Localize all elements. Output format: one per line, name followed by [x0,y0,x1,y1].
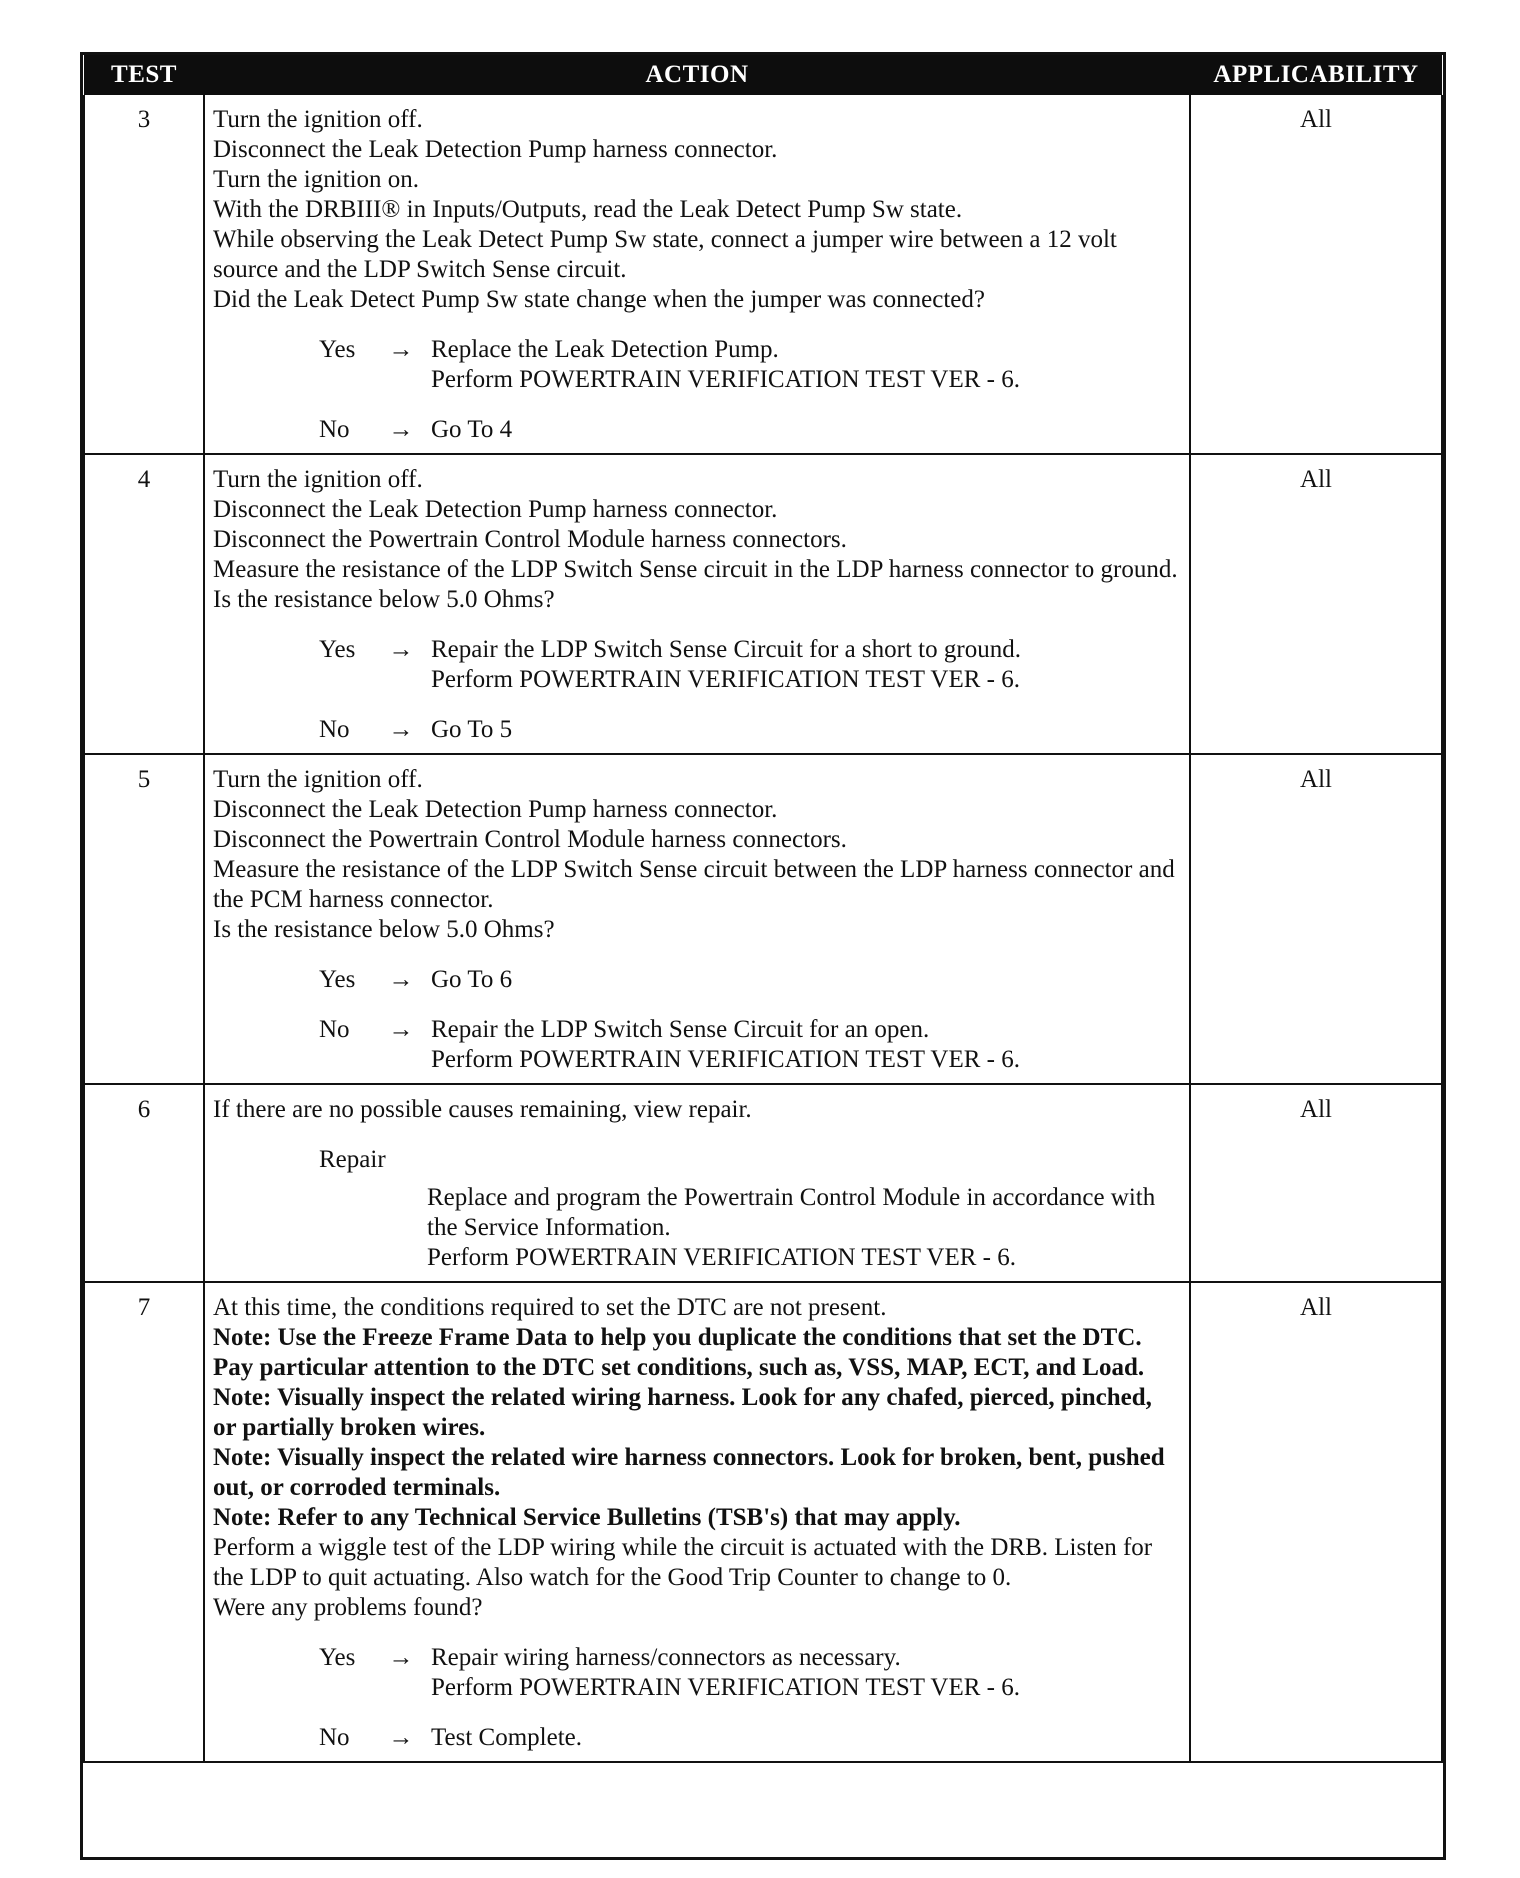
note-text: Note: Refer to any Technical Service Bulletins (TSB's) that may apply. [213,1504,961,1531]
step-text: Measure the resistance of the LDP Switch Sense circuit in the LDP harness connector to ground. [213,556,1178,583]
table-row [84,95,1442,454]
header-test: TEST [84,55,204,95]
step-text: While observing the Leak Detect Pump Sw state, connect a jumper wire between a 12 volt source and the LDP Switch Sense circuit. [213,226,1117,283]
applicability-value: All [1190,454,1442,754]
table-row [84,1282,1442,1762]
arrow-right-icon: → [388,1016,414,1043]
action-cell [204,754,1190,1084]
result-line: Perform POWERTRAIN VERIFICATION TEST VER - 6. [431,366,1021,393]
arrow-right-icon: → [388,416,414,443]
answer-label: Yes [319,636,356,663]
result-line: Perform POWERTRAIN VERIFICATION TEST VER - 6. [431,1046,1021,1073]
answer-label: Yes [319,1644,356,1671]
step-text: Were any problems found? [213,1594,483,1621]
test-number: 5 [84,754,204,1084]
note-text: Note: Use the Freeze Frame Data to help you duplicate the conditions that set the DTC. Pay particular attention to the DTC set conditions, such as, VSS, MAP, ECT, and Load. [213,1324,1145,1381]
answer-label: Yes [319,966,356,993]
repair-block [213,1145,1181,1273]
table-body [84,95,1442,1762]
result-item [319,635,1181,695]
action-cell [204,1282,1190,1762]
result-action [431,415,1181,445]
result-item [319,965,1181,995]
arrow-right-icon: → [388,1724,414,1751]
result-action [431,1643,1181,1703]
arrow-right-icon: → [388,716,414,743]
result-line: Go To 5 [431,716,513,743]
step-text: If there are no possible causes remaining, view repair. [213,1096,752,1123]
header-action: ACTION [204,55,1190,95]
note-text: Note: Visually inspect the related wire harness connectors. Look for broken, bent, pushed out, or corroded terminals. [213,1444,1165,1501]
repair-line: Replace and program the Powertrain Control Module in accordance with the Service Information. [427,1184,1156,1241]
table-row [84,754,1442,1084]
test-number: 3 [84,95,204,454]
table-row [84,1084,1442,1282]
step-text: Disconnect the Leak Detection Pump harness connector. [213,136,778,163]
step-text: Disconnect the Leak Detection Pump harness connector. [213,796,778,823]
result-action [431,1015,1181,1075]
step-text: Turn the ignition off. [213,766,423,793]
step-text: With the DRBIII® in Inputs/Outputs, read the Leak Detect Pump Sw state. [213,196,963,223]
result-line: Perform POWERTRAIN VERIFICATION TEST VER - 6. [431,666,1021,693]
step-text: At this time, the conditions required to set the DTC are not present. [213,1294,887,1321]
result-line: Repair wiring harness/connectors as necessary. [431,1644,901,1671]
step-text: Disconnect the Powertrain Control Module harness connectors. [213,826,847,853]
action-cell [204,1084,1190,1282]
answer-label: No [319,716,350,743]
note-text: Note: Visually inspect the related wiring harness. Look for any chafed, pierced, pinched, or partially broken wires. [213,1384,1152,1441]
action-cell [204,95,1190,454]
answer-label: No [319,416,350,443]
result-line: Go To 6 [431,966,513,993]
step-text: Disconnect the Powertrain Control Module harness connectors. [213,526,847,553]
result-item [319,335,1181,395]
repair-line: Perform POWERTRAIN VERIFICATION TEST VER - 6. [427,1244,1017,1271]
step-text: Disconnect the Leak Detection Pump harness connector. [213,496,778,523]
test-number: 7 [84,1282,204,1762]
result-line: Replace the Leak Detection Pump. [431,336,779,363]
result-item [319,1723,1181,1753]
header-applicability: APPLICABILITY [1190,55,1442,95]
arrow-right-icon: → [388,636,414,663]
table-row [84,454,1442,754]
answer-label: Yes [319,336,356,363]
step-text: Perform a wiggle test of the LDP wiring while the circuit is actuated with the DRB. Listen for the LDP to quit actuating. Also watch for the Good Trip Counter to change to 0. [213,1534,1153,1591]
repair-label: Repair [319,1146,386,1173]
applicability-value: All [1190,95,1442,454]
result-list [213,1643,1181,1753]
step-text: Turn the ignition off. [213,466,423,493]
table-header-row [84,55,1442,95]
result-line: Go To 4 [431,416,513,443]
result-item [319,715,1181,745]
result-list [213,335,1181,445]
step-text: Did the Leak Detect Pump Sw state change when the jumper was connected? [213,286,985,313]
action-cell [204,454,1190,754]
result-line: Test Complete. [431,1724,583,1751]
answer-label: No [319,1016,350,1043]
result-action [431,965,1181,995]
applicability-value: All [1190,1282,1442,1762]
repair-text [319,1183,1181,1273]
test-number: 4 [84,454,204,754]
step-text: Turn the ignition off. [213,106,423,133]
result-item [319,415,1181,445]
result-list [213,635,1181,745]
step-text: Is the resistance below 5.0 Ohms? [213,586,555,613]
result-item [319,1015,1181,1075]
answer-label: No [319,1724,350,1751]
step-text: Measure the resistance of the LDP Switch Sense circuit between the LDP harness connector and the PCM harness connector. [213,856,1175,913]
result-line: Repair the LDP Switch Sense Circuit for a short to ground. [431,636,1021,663]
test-table [83,55,1443,1763]
result-item [319,1643,1181,1703]
applicability-value: All [1190,754,1442,1084]
result-line: Perform POWERTRAIN VERIFICATION TEST VER - 6. [431,1674,1021,1701]
test-number: 6 [84,1084,204,1282]
diagnostic-test-table [80,52,1446,1860]
arrow-right-icon: → [388,966,414,993]
result-action [431,1723,1181,1753]
applicability-value: All [1190,1084,1442,1282]
step-text: Is the resistance below 5.0 Ohms? [213,916,555,943]
result-action [431,715,1181,745]
step-text: Turn the ignition on. [213,166,420,193]
result-action [431,635,1181,695]
arrow-right-icon: → [388,336,414,363]
arrow-right-icon: → [388,1644,414,1671]
result-action [431,335,1181,395]
result-list [213,965,1181,1075]
result-line: Repair the LDP Switch Sense Circuit for an open. [431,1016,930,1043]
